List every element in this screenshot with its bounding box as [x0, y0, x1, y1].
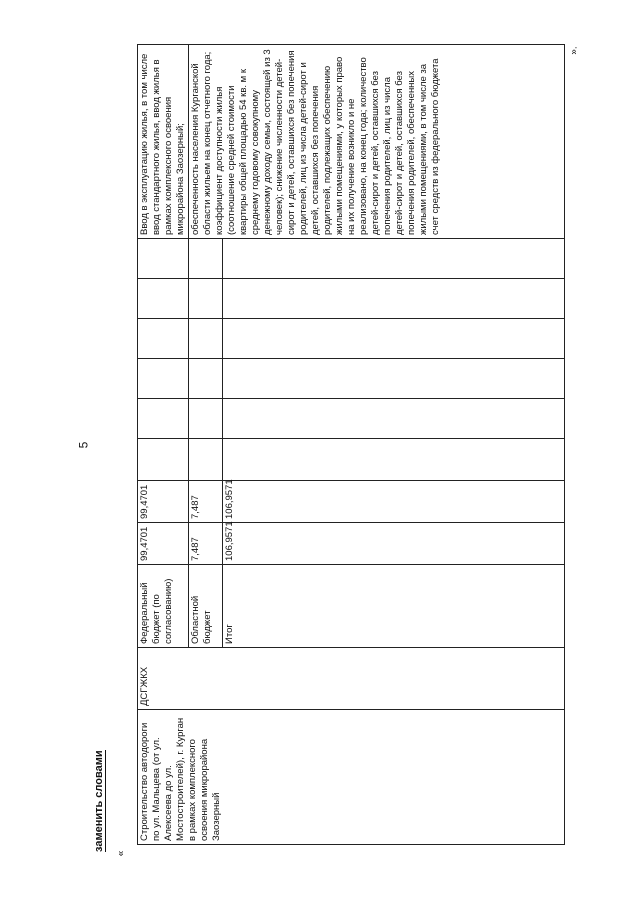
source-label-cell: Итог	[223, 565, 565, 648]
program-table	[137, 44, 565, 845]
measure-name-cell: Строительство автодороги по ул. Мальцева (от ул. Алексеева до ул. Мостостроителей), г. Курган в рамках комплексного освоения микрорайона Заозерный	[138, 710, 565, 845]
total-cell: 99,4701	[138, 523, 189, 565]
instruction-text	[93, 750, 105, 852]
page-number: 5	[76, 441, 91, 449]
empty-cell	[138, 319, 189, 359]
empty-cell	[138, 239, 189, 279]
year-value-cell: 7,487	[189, 481, 223, 523]
total-cell: 106,9571	[223, 523, 565, 565]
empty-cell	[223, 279, 565, 319]
source-label-cell: Федеральный бюджет (по согласованию)	[138, 565, 189, 648]
year-value-cell: 106,9571	[223, 481, 565, 523]
indicator-cell: обеспеченность населения Курганской области жильем на конец отчетного года; коэффициент доступности жилья (соотношение средней стоимости квартиры общей площадью 54 кв. м к среднему годовому совокупному денежному доходу семьи, состоящей из 3 человек); снижение численности детей-сирот и детей, оставшихся без попечения родителей, лиц из числа детей-сирот и детей, оставшихся без попечения родителей, подлежащих обеспечению жилыми помещениями, у которых право на их получение возникло и не реализовано, на конец года; количество детей-сирот и детей, оставшихся без попечения родителей, лиц из числа детей-сирот и детей, оставшихся без попечения родителей, обеспеченных жилыми помещениями, в том числе за счет средств из федерального бюджета	[189, 45, 565, 239]
rotated-table	[137, 45, 565, 845]
executor-cell: ДСГЖКХ	[138, 648, 565, 710]
indicator-cell: Ввод в эксплуатацию жилья, в том числе ввод стандартного жилья, ввод жилья в рамках комплексного освоения микрорайона Заозерный;	[138, 45, 189, 239]
empty-cell	[189, 319, 223, 359]
empty-cell	[189, 239, 223, 279]
empty-cell	[189, 279, 223, 319]
empty-cell	[138, 359, 189, 399]
empty-cell	[223, 359, 565, 399]
table-row	[138, 45, 189, 845]
empty-cell	[138, 279, 189, 319]
close-quote: ».	[568, 46, 580, 55]
empty-cell	[189, 359, 223, 399]
empty-cell	[223, 239, 565, 279]
empty-cell	[138, 439, 189, 481]
source-label-cell: Областной бюджет	[189, 565, 223, 648]
empty-cell	[138, 399, 189, 439]
year-value-cell: 99,4701	[138, 481, 189, 523]
instruction-label: заменить словами	[93, 750, 105, 852]
total-cell: 7,487	[189, 523, 223, 565]
empty-cell	[189, 399, 223, 439]
empty-cell	[223, 439, 565, 481]
empty-cell	[189, 439, 223, 481]
empty-cell	[223, 319, 565, 359]
empty-cell	[223, 399, 565, 439]
open-quote: «	[115, 850, 127, 857]
